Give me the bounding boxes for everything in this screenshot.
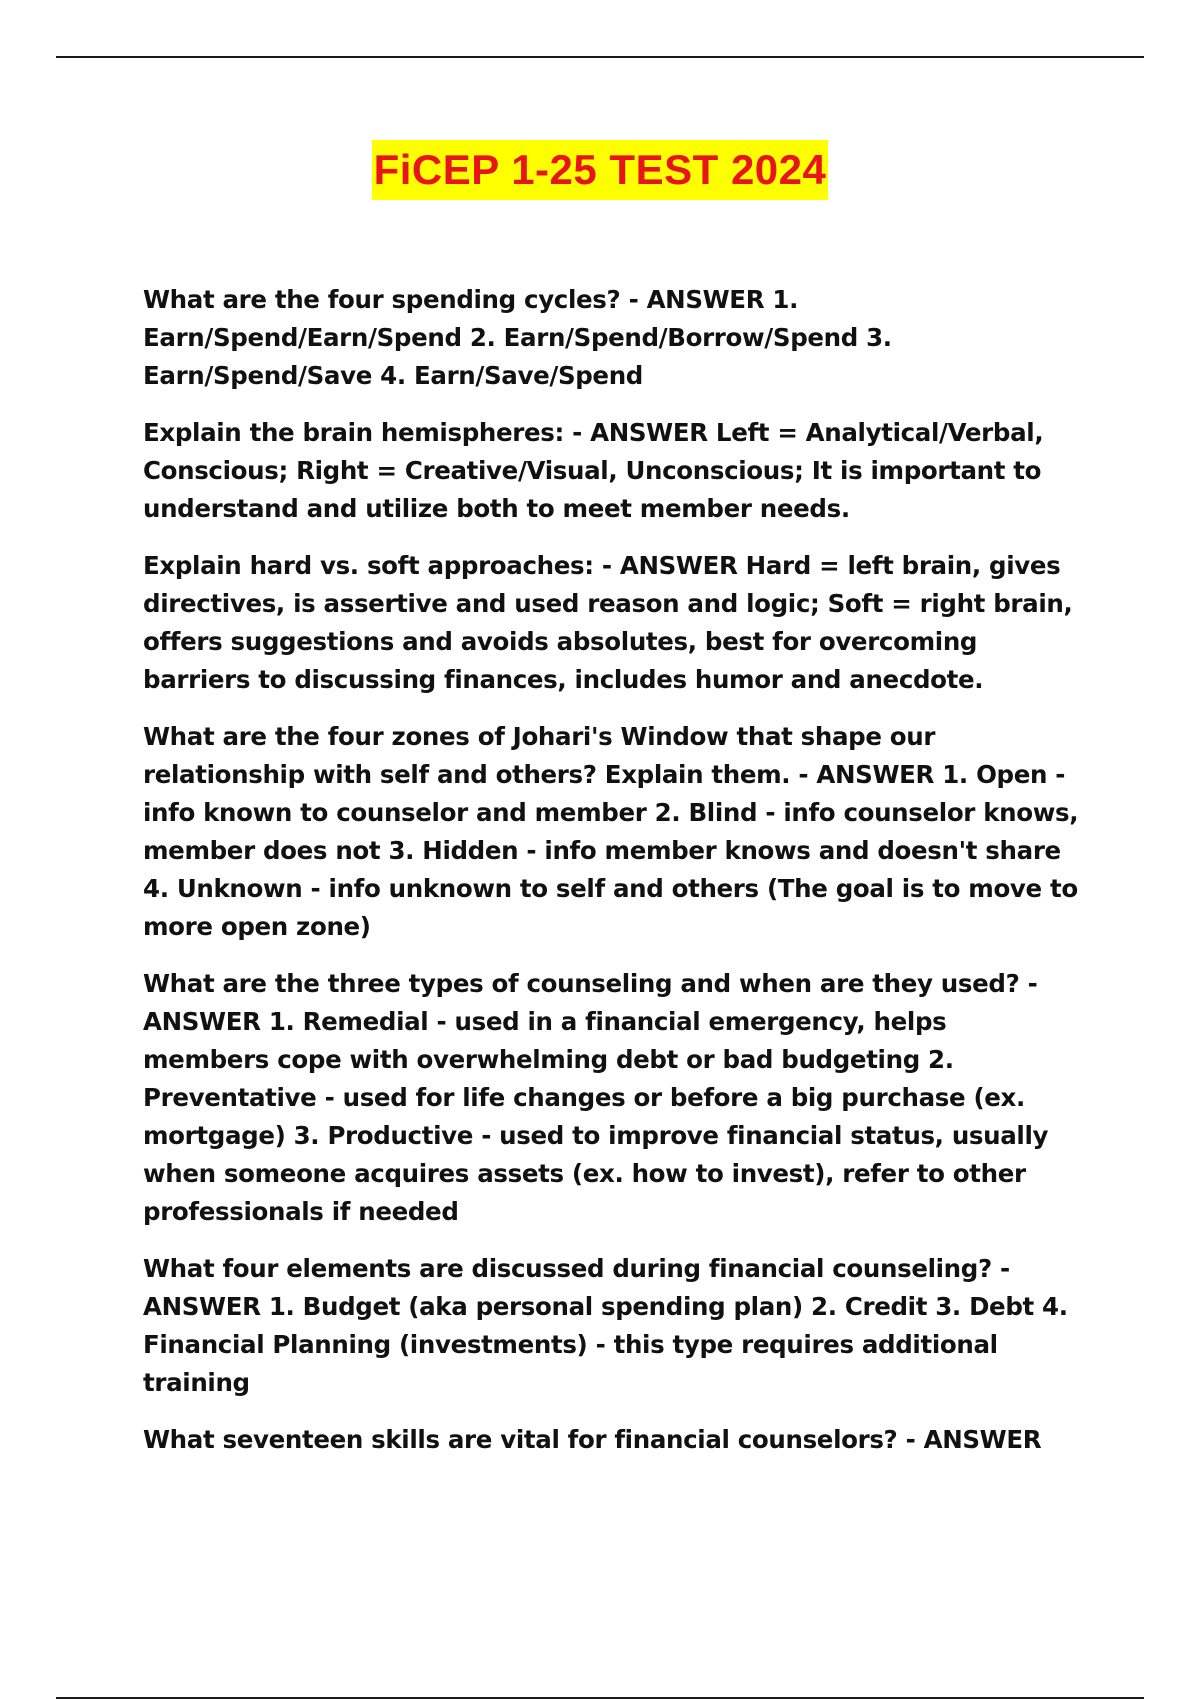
qa-item-johari-window: What are the four zones of Johari's Window that shape our relationship with self and others? Explain them. - ANSWER 1. Open - info known to counselor and member 2. Blind - info counselor knows, member does not 3. Hidden - info member knows and doesn't share 4. Unknown - info unknown to self and others (The goal is to move to more open zone) — [143, 722, 1079, 941]
qa-item-spending-cycles: What are the four spending cycles? - ANSWER 1. Earn/Spend/Earn/Spend 2. Earn/Spend/Borrow/Spend 3. Earn/Spend/Save 4. Earn/Save/Spend — [143, 285, 892, 390]
qa-item-brain-hemispheres: Explain the brain hemispheres: - ANSWER Left = Analytical/Verbal, Conscious; Right = Creative/Visual, Unconscious; It is important to understand and utilize both to meet member needs. — [143, 418, 1044, 523]
document-title: FiCEP 1-25 TEST 2024 — [372, 140, 829, 200]
qa-item-seventeen-skills: What seventeen skills are vital for financial counselors? - ANSWER — [143, 1425, 1042, 1454]
bottom-rule — [56, 1697, 1144, 1699]
qa-item-hard-soft-approaches: Explain hard vs. soft approaches: - ANSWER Hard = left brain, gives directives, is assertive and used reason and logic; Soft = right brain, offers suggestions and avoids absolutes, best for overcoming barriers to discussing finances, includes humor and anecdote. — [143, 551, 1073, 694]
qa-item-counseling-types: What are the three types of counseling and when are they used? - ANSWER 1. Remedial - used in a financial emergency, helps members cope with overwhelming debt or bad budgeting 2. Preventative - used for life changes or before a big purchase (ex. mortgage) 3. Productive - used to improve financial status, usually when someone acquires assets (ex. how to invest), refer to other professionals if needed — [143, 969, 1049, 1226]
qa-item-four-elements: What four elements are discussed during financial counseling? - ANSWER 1. Budget (aka personal spending plan) 2. Credit 3. Debt 4. Financial Planning (investments) - this type requires additional training — [143, 1254, 1068, 1397]
qa-list — [143, 281, 1103, 1478]
title-container — [0, 140, 1200, 200]
top-rule — [56, 56, 1144, 58]
